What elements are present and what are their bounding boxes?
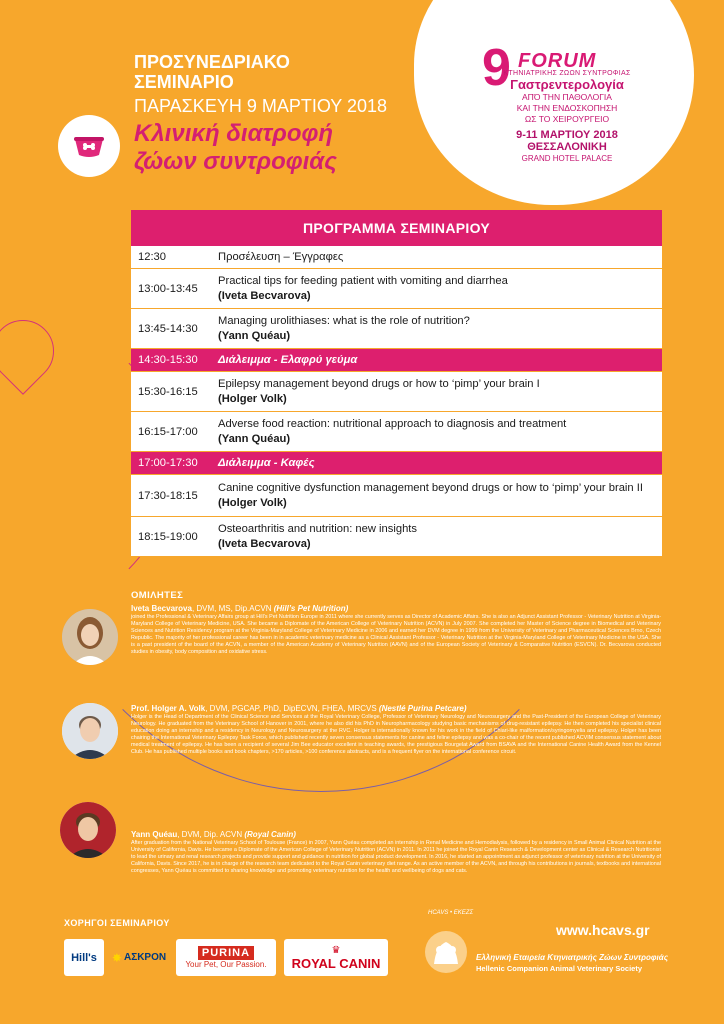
forum-city: ΘΕΣΣΑΛΟΝΙΚΗ bbox=[527, 141, 607, 153]
speaker-bio-text: Holger is the Head of Department of the Clinical Science and Services at the Royal Veterinary College, Professor of Veterinary Neurology and Neurosurgery and the Past-President of the European College of Veterinary Neurology. He graduated from the Veterinary School of Hanover in 2001, where he also did his PhD in Neuropharmacology studying basic mechanisms of drug-resistant epilepsy. He then completed his specialist clinical education doing an internship and a residency in Neurology and Neurosurgery at the RVC. Holger is internationally known for his work in the field of Chiari-like malformation/syringomyelia and epilepsy. Holger has been chairing the International Veterinary Epilepsy Task Force, which published recently seven consensus statements for canine and feline epilepsy and was a co-chair of the recent published ACVIM consensus statement about medical treatment of epilepsy. He has been a recipient of several Jim Bee educator excellent in teaching awards, the prestigious Bourgelat Award from BSAVA and the International Canine Health Award from the Kennel Club. He has published multiple books and book chapters, >170 articles, >100 conference abstracts, and is a frequent flyer on the international conference circuit. bbox=[131, 714, 661, 756]
row-speaker: (Iveta Becvarova) bbox=[218, 289, 311, 302]
speaker-affiliation: (Royal Canin) bbox=[244, 830, 296, 839]
row-speaker: (Holger Volk) bbox=[218, 496, 287, 509]
hcavs-arc-text: HCAVS • ΕΚΕΖΣ bbox=[428, 910, 474, 916]
table-row bbox=[131, 475, 662, 517]
pre-title-line-1: ΠΡΟΣΥΝΕΔΡΙΑΚΟ bbox=[134, 52, 290, 72]
speaker-credentials: , DVM, PGCAP, PhD, DipECVN, FHEA, MRCVS bbox=[205, 704, 379, 713]
row-speaker: (Yann Quéau) bbox=[218, 432, 291, 445]
row-time: 16:15-17:00 bbox=[138, 425, 198, 438]
forum-info bbox=[452, 70, 682, 163]
row-description bbox=[214, 349, 662, 371]
purina-slogan: Your Pet, Our Passion. bbox=[185, 960, 267, 969]
pre-title bbox=[134, 52, 290, 92]
avatar bbox=[62, 609, 118, 665]
row-speaker: (Yann Quéau) bbox=[218, 329, 291, 342]
forum-line-1: ΑΠΌ ΤΗΝ ΠΑΘΟΛΟΓΙΑ bbox=[522, 92, 612, 102]
row-time: 14:30-15:30 bbox=[138, 354, 198, 366]
row-description bbox=[214, 475, 662, 516]
speaker-name-line bbox=[131, 604, 661, 614]
forum-specialty: Γαστρεντερολογία bbox=[510, 77, 624, 92]
row-speaker: (Iveta Becvarova) bbox=[218, 537, 311, 550]
seminar-title bbox=[134, 120, 337, 176]
forum-dates: 9-11 ΜΑΡΤΙΟΥ 2018 bbox=[516, 129, 618, 141]
row-speaker: (Holger Volk) bbox=[218, 392, 287, 405]
crown-icon: ♛ bbox=[331, 944, 341, 956]
seminar-title-line-1: Κλινική διατροφή bbox=[134, 120, 334, 147]
forum-line-2: ΚΑΙ ΤΗΝ ΕΝΔΟΣΚΟΠΗΣΗ bbox=[516, 103, 618, 113]
askron-logo-text: ΑΣΚΡΟΝ bbox=[123, 952, 167, 963]
table-row bbox=[131, 517, 662, 557]
speaker-name: Iveta Becvarova bbox=[131, 604, 192, 613]
row-title-with-speaker bbox=[218, 481, 658, 511]
speaker-bio-text: joined the Professional & Veterinary Affairs group at Hill’s Pet Nutrition Europe in 2011 where she currently serves as Director of Academic Affairs. She is also an Adjunct Assistant Professor - Veterinary Nutrition at Virginia-Maryland College of Veterinary Medicine, USA. She became a Diplomate of the American College of Veterinary Nutrition (ACVN) in July 2007. She completed her Master of Science degree in Biomedical and Veterinary Sciences and Nutrition Residency program at the Virginia-Maryland College of Veterinary Medicine in 2006 and earned her DVM degree in 1999 from the University of Veterinary and Pharmaceutical Sciences Brno, Czech Republic. The majority of her professional career has been in in academic veterinary medicine as a Clinical Assistant Professor - Veterinary Nutrition at the Virginia-Maryland College of Veterinary Medicine in the USA. She is a past president of the board of the ACVN, a member of the American Academy of Veterinary Nutrition (AAVN) and of the European Society of Veterinary & Comparative Nutrition (ESVCN). Dr. Becvarova conducted studies in obesity, body composition and oxidative stress. bbox=[131, 614, 661, 656]
speaker-affiliation: (Hill’s Pet Nutrition) bbox=[273, 604, 349, 613]
row-time: 17:30-18:15 bbox=[138, 489, 198, 502]
row-title: Προσέλευση – Έγγραφες bbox=[218, 250, 344, 263]
royal-canin-logo-text: ROYAL CANIN bbox=[291, 955, 381, 971]
row-description bbox=[214, 452, 662, 474]
sponsor-hills-logo bbox=[64, 939, 104, 976]
society-name-english: Hellenic Companion Animal Veterinary Society bbox=[476, 964, 643, 973]
speaker-bio bbox=[131, 604, 661, 657]
speaker-name-line bbox=[131, 830, 661, 840]
row-description bbox=[214, 412, 662, 451]
speaker-bio-text: After graduation from the National Veterinary School of Toulouse (France) in 2007, Yann Quéau completed an internship in Renal Medicine and Hemodialysis, followed by a residency in Small Animal Clinical Nutrition at the University of California, Davis. He became a Diplomate of the American College of Veterinary Nutrition (ACVN) in 2011. In 2011 he joined the Royal Canin Research & Development center as Clinical & Research Nutritionist to lead the urinary and renal research projects and provide support and guidance in nutrition for global product development. In 2016, he started an appointment as adjunct professor of veterinary nutrition at the University of California, Davis. Since 2017, he is in charge of the research team dedicated to the Royal Canin veterinary diet range. As an active member of the ACVN, and through his contributions in journals, textbooks and international congresses, Yann Quéau is committed to sharing knowledge and promoting veterinary nutrition for the health and wellbeing of dogs and cats. bbox=[131, 840, 661, 875]
row-title: Adverse food reaction: nutritional approach to diagnosis and treatment bbox=[218, 417, 567, 430]
speaker-name: Yann Quéau bbox=[131, 830, 178, 839]
forum-logo-word: FORUM bbox=[518, 50, 597, 72]
purina-logo-text: PURINA bbox=[198, 946, 254, 960]
forum-venue: GRAND HOTEL PALACE bbox=[521, 154, 613, 163]
hcavs-logo-icon bbox=[418, 928, 474, 974]
row-time: 17:00-17:30 bbox=[138, 457, 198, 469]
speaker-credentials: , DVM, MS, Dip.ACVN bbox=[191, 604, 274, 613]
row-title: Διάλειμμα - Καφές bbox=[218, 456, 315, 469]
speaker-photo-volk bbox=[62, 703, 118, 759]
speaker-bio bbox=[131, 830, 661, 875]
row-description bbox=[214, 517, 662, 556]
row-title: Διάλειμμα - Ελαφρύ γεύμα bbox=[218, 353, 358, 366]
table-row bbox=[131, 309, 662, 349]
table-row-break bbox=[131, 452, 662, 475]
speaker-photo-becvarova bbox=[62, 609, 118, 665]
table-row bbox=[131, 246, 662, 269]
row-title: Practical tips for feeding patient with vomiting and diarrhea bbox=[218, 274, 508, 287]
askron-star-icon: ✸ bbox=[111, 950, 122, 965]
society-name-greek: Ελληνική Εταιρεία Κτηνιατρικής Ζώων Συντροφιάς bbox=[476, 953, 668, 962]
seminar-date: ΠΑΡΑΣΚΕΥΗ 9 ΜΑΡΤΙΟΥ 2018 bbox=[134, 96, 387, 116]
table-row bbox=[131, 269, 662, 309]
table-row bbox=[131, 372, 662, 412]
row-description bbox=[214, 269, 662, 308]
row-title: Osteoarthritis and nutrition: new insights bbox=[218, 522, 417, 535]
hills-logo-text: Hill's bbox=[71, 951, 97, 964]
avatar bbox=[60, 802, 116, 858]
pre-title-line-2: ΣΕΜΙΝΑΡΙΟ bbox=[134, 72, 234, 92]
programme-heading: ΠΡΟΓΡΑΜΜΑ ΣΕΜΙΝΑΡΙΟΥ bbox=[131, 210, 662, 246]
pet-bowl-icon bbox=[73, 133, 105, 159]
speaker-photo-queau bbox=[60, 802, 116, 858]
row-title: Canine cognitive dysfunction management beyond drugs or how to ‘pimp’ your brain II bbox=[218, 481, 643, 494]
sponsor-royal-canin-logo bbox=[284, 939, 388, 976]
speakers-heading: ΟΜΙΛΗΤΕΣ bbox=[131, 590, 184, 601]
speaker-credentials: , DVM, Dip. ACVN bbox=[177, 830, 245, 839]
row-description bbox=[214, 309, 662, 348]
row-description bbox=[214, 246, 662, 268]
speaker-affiliation: (Nestlé Purina Petcare) bbox=[378, 704, 467, 713]
row-title: Epilepsy management beyond drugs or how to ‘pimp’ your brain I bbox=[218, 377, 540, 390]
row-description bbox=[214, 372, 662, 411]
speaker-name-line bbox=[131, 704, 661, 714]
row-time: 15:30-16:15 bbox=[138, 385, 198, 398]
table-row bbox=[131, 412, 662, 452]
forum-logo-number: 9 bbox=[482, 39, 511, 97]
programme-table bbox=[131, 210, 662, 557]
row-title: Managing urolithiases: what is the role of nutrition? bbox=[218, 314, 470, 327]
row-time: 18:15-19:00 bbox=[138, 530, 198, 543]
speaker-name: Prof. Holger A. Volk bbox=[131, 704, 206, 713]
row-time: 12:30 bbox=[138, 251, 166, 263]
sponsor-purina-logo bbox=[176, 939, 276, 976]
speaker-bio bbox=[131, 704, 661, 757]
sponsors-heading: ΧΟΡΗΓΟΙ ΣΕΜΙΝΑΡΙΟΥ bbox=[64, 918, 170, 928]
forum-line-3: ΩΣ ΤΟ ΧΕΙΡΟΥΡΓΕΙΟ bbox=[524, 114, 610, 124]
table-row-break bbox=[131, 349, 662, 372]
society-website-link[interactable]: www.hcavs.gr bbox=[556, 922, 650, 938]
seminar-title-line-2: ζώων συντροφιάς bbox=[134, 148, 337, 175]
row-time: 13:00-13:45 bbox=[138, 282, 198, 295]
forum-subtitle: ΚΤΗΝΙΑΤΡΙΚΗΣ ΖΩΩΝ ΣΥΝΤΡΟΦΙΑΣ bbox=[503, 70, 631, 77]
sponsor-askron-logo bbox=[108, 939, 170, 976]
avatar bbox=[62, 703, 118, 759]
row-time: 13:45-14:30 bbox=[138, 322, 198, 335]
